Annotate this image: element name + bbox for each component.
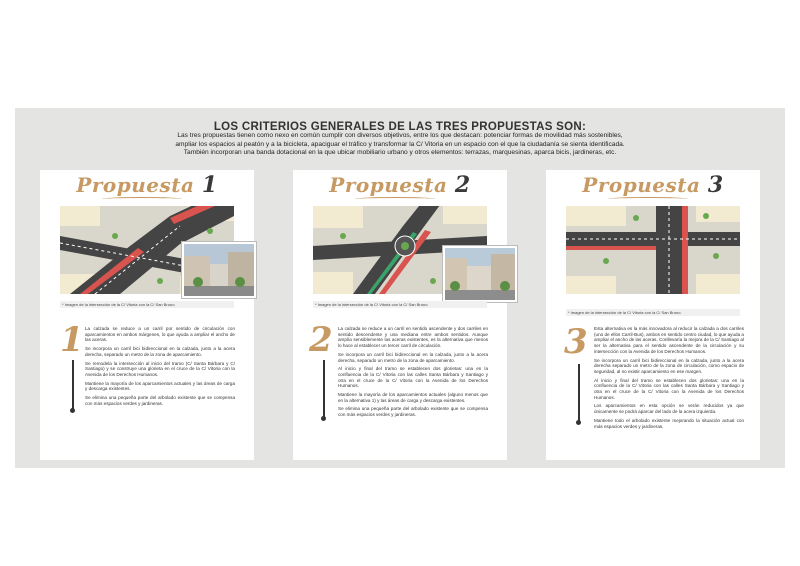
proposal-plan-image — [566, 206, 740, 294]
description-paragraph: Al inicio y final del tramo se establecen dos glorietas: una en la confluencia de la C/ Vitoria con las calles Santa Bárbara y Santiago y otra en el cruce de la C/ Vitoria con la Avenida de los Derechos Humanos. — [594, 377, 744, 400]
proposal-number-large: 2 — [309, 320, 333, 360]
intro-line: ampliar los espacios al peatón y a la bicicleta, apaciguar el tráfico y transformar la C/ Vitoria en un espacio con el que la ciudadanía se sienta identificada. — [175, 140, 625, 148]
proposal-title-number: 1 — [201, 172, 218, 198]
proposal-title-number: 3 — [707, 172, 724, 198]
proposal-card-2 — [293, 170, 507, 460]
timeline-dot — [576, 420, 581, 425]
description-paragraph: Se elimina una pequeña parte del arbolado existente que se compensa con más espacios verdes y jardineras. — [338, 406, 488, 418]
proposal-card-3 — [546, 170, 760, 460]
proposal-title-label: Propuesta — [76, 173, 195, 197]
proposal-number-large: 3 — [564, 322, 588, 362]
proposal-card-1 — [40, 170, 254, 460]
intersection-photo — [182, 242, 256, 298]
proposal-title-label: Propuesta — [582, 173, 701, 197]
image-caption: * Imagen de la intersección de la C/ Vitoria con la C/ San Bruno. — [60, 301, 234, 308]
intro-line: También incorporan una banda dotacional en la que ubicar mobiliario urbano y otros elementos: terrazas, marquesinas, aparca bicis, jardineras, etc. — [183, 149, 617, 157]
title-underline-swash — [355, 197, 435, 201]
timeline-line — [323, 360, 325, 418]
image-caption: * Imagen de la intersección de la C/ Vitoria con la C/ San Bruno. — [313, 301, 487, 308]
title-underline-swash — [102, 197, 182, 201]
proposal-title — [546, 172, 760, 198]
description-paragraph: Se incorpora un carril bici bidireccional en la calzada, junto a la acera derecha, separado un metro de la zona de aparcamiento. — [85, 346, 235, 357]
proposal-description — [338, 326, 488, 421]
description-paragraph: Al inicio y final del tramo se establecen dos glorietas: una en la confluencia de la C/ Vitoria con las calles Santa Bárbara y Santiago y otra en el cruce de la C/ Vitoria con la Avenida de los Derechos Humanos. — [338, 366, 488, 389]
description-paragraph: Mantiene la mayoría de los aparcamientos actuales y las áreas de carga y descarga existentes. — [85, 380, 235, 392]
description-paragraph: Se remodela la intersección al inicio del tramo (C/ Santa Bárbara y C/ Santiago) y se construye una glorieta en el cruce de la C/ Vitoria con la Avenida de los Derechos Humanos. — [85, 360, 235, 377]
description-paragraph: Esta alternativa es la más innovadora al reducir la calzada a dos carriles (uno de ellos Carril-Bus), ambos en sentido centro ciudad, lo que ayuda a ampliar el ancho de las aceras. Conllevaría la mejora de la C/ Santiago al ser la alternativa para el sentido ascendente de la circulación y su intersección con la Avenida de los Derechos Humanos. — [594, 326, 744, 354]
image-caption: * Imagen de la intersección de la C/ Vitoria con la C/ San Bruno. — [566, 309, 740, 316]
description-paragraph: La calzada se reduce a un carril en sentido ascendente y dos carriles en sentido descendente y una mediana entre ambos sentidos. Aunque amplía sensiblemente las aceras existentes, es la alternativa que menos lo hace al establecer un tercer carril de circulación. — [338, 326, 488, 349]
intersection-photo — [443, 246, 517, 302]
intro-text — [120, 132, 680, 158]
proposal-title-label: Propuesta — [329, 173, 448, 197]
timeline-dot — [321, 416, 326, 421]
intro-line: Las tres propuestas tienen como nexo en común cumplir con diversos objetivos, entre los que destacan: potenciar formas de movilidad más sostenibles, — [177, 132, 623, 139]
description-paragraph: Se incorpora un carril bici bidireccional en la calzada, junto a la acera derecha, separado un metro de la zona de aparcamiento. — [338, 351, 488, 363]
title-underline-swash — [608, 197, 688, 201]
timeline-dot — [70, 408, 75, 413]
description-paragraph: Se elimina una pequeña parte del arbolado existente que se compensa con más espacios verdes y jardineras. — [85, 395, 235, 406]
page-title: LOS CRITERIOS GENERALES DE LAS TRES PROPUESTAS SON: — [213, 121, 587, 133]
proposal-title-number: 2 — [454, 172, 471, 198]
timeline-line — [578, 364, 580, 422]
description-paragraph: Se incorpora un carril bici bidireccional en la calzada, junto a la acera derecha separado un metro de la zona de circulación, como espacio de seguridad, al no existir aparcamiento en ese margen. — [594, 357, 744, 374]
proposal-title — [40, 172, 254, 198]
proposal-title — [293, 172, 507, 198]
proposal-description — [85, 326, 235, 409]
proposal-description — [594, 326, 744, 432]
description-paragraph: Mantiene la mayoría de los aparcamientos actuales (alguno menos que en la alternativa 1) y las áreas de carga y descarga existentes. — [338, 392, 488, 403]
description-paragraph: La calzada se reduce a un carril por sentido de circulación con aparcamientos en ambos márgenes, lo que ayuda a ampliar el ancho de las aceras. — [85, 326, 235, 343]
description-paragraph: Los aparcamientos en esta opción se verán reducidos ya que únicamente se podrá aparcar del lado de la acera izquierda. — [594, 403, 744, 415]
timeline-line — [72, 360, 74, 410]
proposal-number-large: 1 — [60, 320, 84, 360]
description-paragraph: Mantiene todo el arbolado existente mejorando la situación actual con más espacios verdes y jardineras. — [594, 417, 744, 429]
